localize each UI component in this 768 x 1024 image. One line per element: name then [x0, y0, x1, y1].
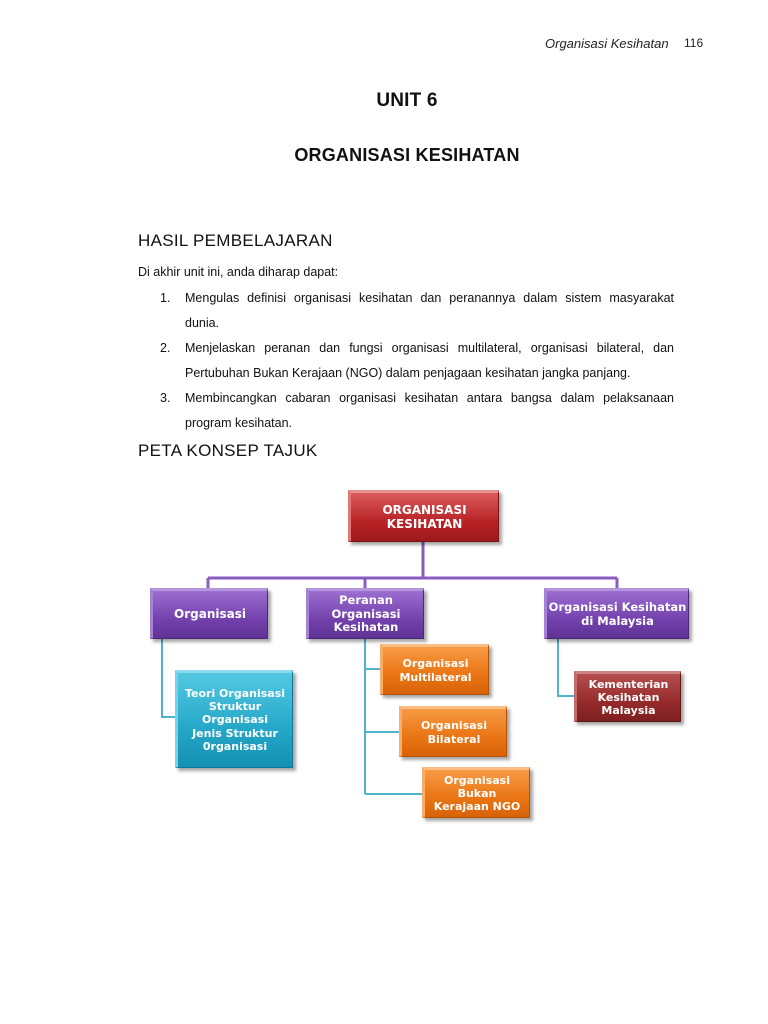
page-number: 116	[684, 36, 704, 50]
list-item-number: 2.	[160, 341, 171, 355]
concept-map-heading: PETA KONSEP TAJUK	[138, 441, 318, 460]
learning-outcomes-heading: HASIL PEMBELAJARAN	[138, 231, 333, 250]
concept-root	[348, 490, 499, 542]
branch-1-child-connector	[162, 638, 176, 717]
concept-label: Kementerian Kesihatan Malaysia	[588, 677, 669, 718]
concept-organisasi-topics	[175, 670, 293, 768]
unit-title: UNIT 6	[376, 90, 438, 111]
branch-label: Organisasi Kesihatan di Malaysia	[548, 599, 687, 628]
running-title: Organisasi Kesihatan	[545, 36, 669, 51]
topic-line: Teori Organisasi	[184, 687, 286, 701]
concept-organisasi-multilateral	[380, 644, 489, 695]
branch-3-child-connector	[558, 638, 575, 696]
concept-kementerian-kesihatan	[574, 671, 681, 722]
concept-label: Organisasi Multilateral	[399, 657, 472, 684]
concept-organisasi-bilateral	[399, 706, 507, 757]
list-item-number: 3.	[160, 391, 171, 405]
concept-organisasi-bukan-kerajaan	[422, 767, 530, 818]
learning-outcomes-intro: Di akhir unit ini, anda diharap dapat:	[138, 265, 339, 279]
unit-subtitle: ORGANISASI KESIHATAN	[294, 145, 520, 165]
list-item-text: Menjelaskan peranan dan fungsi organisasi multilateral, organisasi bilateral, dan Pertubuhan Bukan Kerajaan (NGO) dalam penjagaan kesihatan jangka panjang.	[185, 341, 674, 380]
branch-peranan-organisasi-kesihatan	[306, 588, 424, 639]
topic-line: Jenis Struktur 0rganisasi	[192, 726, 278, 753]
branch-label: Peranan Organisasi Kesihatan	[331, 592, 401, 635]
list-item-text: Mengulas definisi organisasi kesihatan dan peranannya dalam sistem masyarakat dunia.	[185, 291, 674, 330]
topic-line: Struktur Organisasi	[202, 700, 268, 727]
concept-label: Organisasi Bukan Kerajaan NGO	[433, 773, 521, 814]
concept-root-label: ORGANISASI KESIHATAN	[382, 502, 467, 531]
list-item-text: Membincangkan cabaran organisasi kesihatan antara bangsa dalam pelaksanaan program kesihatan.	[185, 391, 674, 430]
concept-label: Organisasi Bilateral	[421, 719, 487, 746]
branch-label: Organisasi	[174, 607, 246, 622]
list-item-number: 1.	[160, 291, 171, 305]
branch-organisasi	[150, 588, 268, 639]
branch-organisasi-kesihatan-malaysia	[544, 588, 689, 639]
